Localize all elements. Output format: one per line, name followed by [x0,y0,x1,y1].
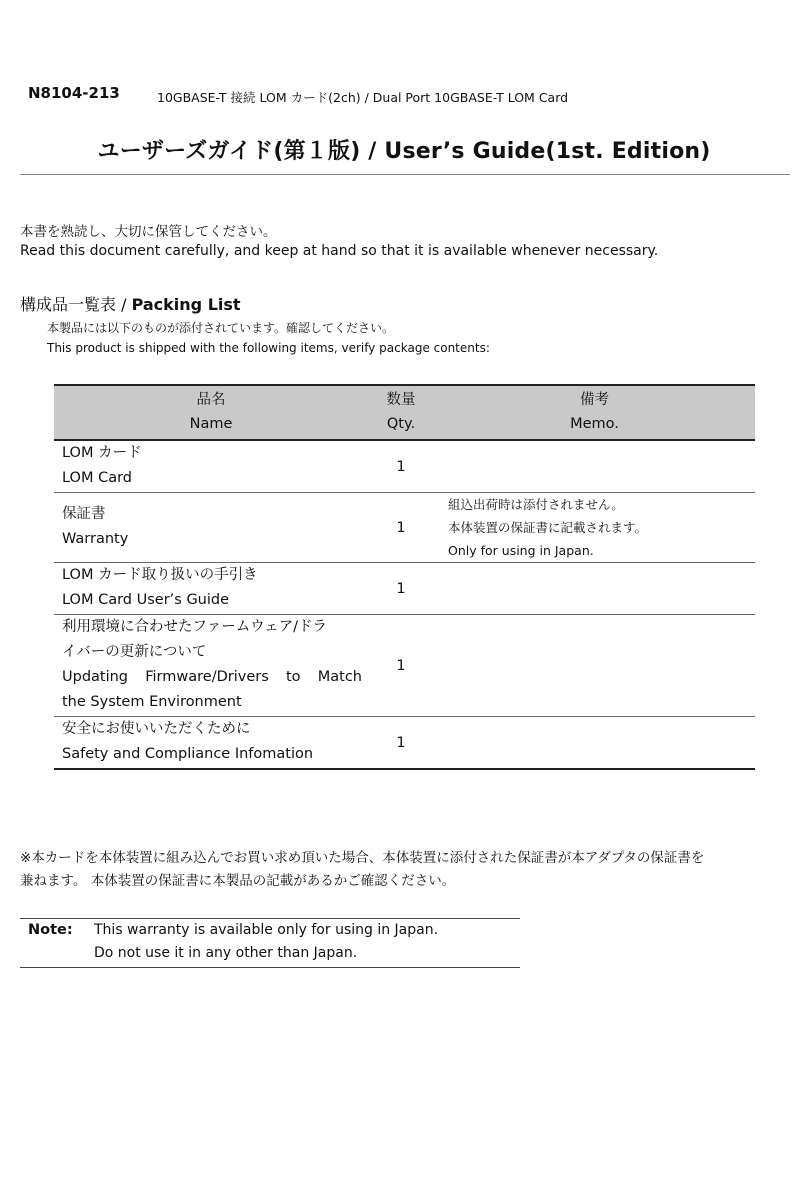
item-name-line: LOM Card [62,470,133,486]
column-header-memo [434,385,755,440]
column-header-qty-jp: 数量 [386,392,416,408]
item-qty-cell: 1 [396,734,406,751]
warranty-footnote [20,847,792,893]
table-header-row [54,385,755,440]
item-qty-cell: 1 [368,563,434,615]
item-qty-cell: 1 [368,615,434,717]
packing-list-heading [20,292,241,315]
column-header-name [54,385,368,440]
item-qty-cell: 1 [368,493,434,563]
item-name-line: Updating Firmware/Drivers to Match [62,669,362,685]
item-qty-cell: 1 [368,440,434,493]
note-box [20,918,520,968]
column-header-name-en: Name [189,416,233,432]
product-subtitle: 10GBASE-T 接続 LOM カード(2ch) / Dual Port 10GBASE-T LOM Card [157,90,569,105]
item-name-line: LOM カード取り扱いの手引き [62,567,258,583]
item-memo-line: 本体装置の保証書に記載されます。 [448,520,648,535]
table-row [54,440,755,493]
packing-heading-en: Packing List [131,295,241,314]
item-name-line: イバーの更新について [62,644,207,660]
page-title: ユーザーズガイド(第１版) / User’s Guide(1st. Edition) [97,139,711,164]
item-name-line: LOM Card User’s Guide [62,592,230,608]
table-row [54,493,755,563]
column-header-qty [368,385,434,440]
packing-heading-separator: / [116,295,132,314]
item-name-line: 安全にお使いいただくために [62,721,251,737]
packing-note-en: This product is shipped with the following items, verify package contents: [47,341,490,355]
footnote-line: 兼ねます。 本体装置の保証書に本製品の記載があるかご確認ください。 [20,873,456,889]
item-memo-cell [434,563,755,615]
item-name-line: 保証書 [62,506,106,522]
item-memo-cell [434,440,755,493]
model-number: N8104-213 [28,84,120,102]
item-memo-cell [434,717,755,770]
item-name-cell [54,563,368,615]
item-name-line: 利用環境に合わせたファームウェア/ドラ [62,619,328,635]
item-memo-line: Only for using in Japan. [448,543,594,558]
column-header-memo-en: Memo. [570,416,619,432]
packing-heading-jp: 構成品一覧表 [20,295,117,314]
note-text-line: Do not use it in any other than Japan. [94,945,358,961]
table-row [54,717,755,770]
item-name-line: LOM カード [62,445,142,461]
item-memo-line: 組込出荷時は添付されません。 [448,497,624,512]
item-name-cell [54,440,368,493]
item-name-line: Safety and Compliance Infomation [62,746,314,762]
packing-note-jp: 本製品には以下のものが添付されています。確認してください。 [47,321,395,335]
footnote-line: ※本カードを本体装置に組み込んでお買い求め頂いた場合、本体装置に添付された保証書が本アダプタの保証書を [20,850,705,866]
item-memo-cell [434,493,755,563]
item-memo-cell [434,615,755,717]
item-name-line: Warranty [62,531,129,547]
intro-text-jp: 本書を熟読し、大切に保管してください。 [20,224,277,240]
note-text-line: This warranty is available only for using in Japan. [94,922,439,938]
packing-list-table [54,384,755,770]
title-divider [20,174,790,175]
table-row [54,563,755,615]
column-header-name-jp: 品名 [196,392,226,408]
item-name-cell [54,493,368,563]
column-header-memo-jp: 備考 [580,392,609,408]
column-header-qty-en: Qty. [386,416,416,432]
item-name-cell [54,717,368,770]
item-name-cell [54,615,368,717]
item-name-line: the System Environment [62,694,242,710]
intro-text-en: Read this document carefully, and keep at hand so that it is available whenever necessary. [20,243,659,259]
note-label: Note: [28,922,73,938]
table-row [54,615,755,717]
